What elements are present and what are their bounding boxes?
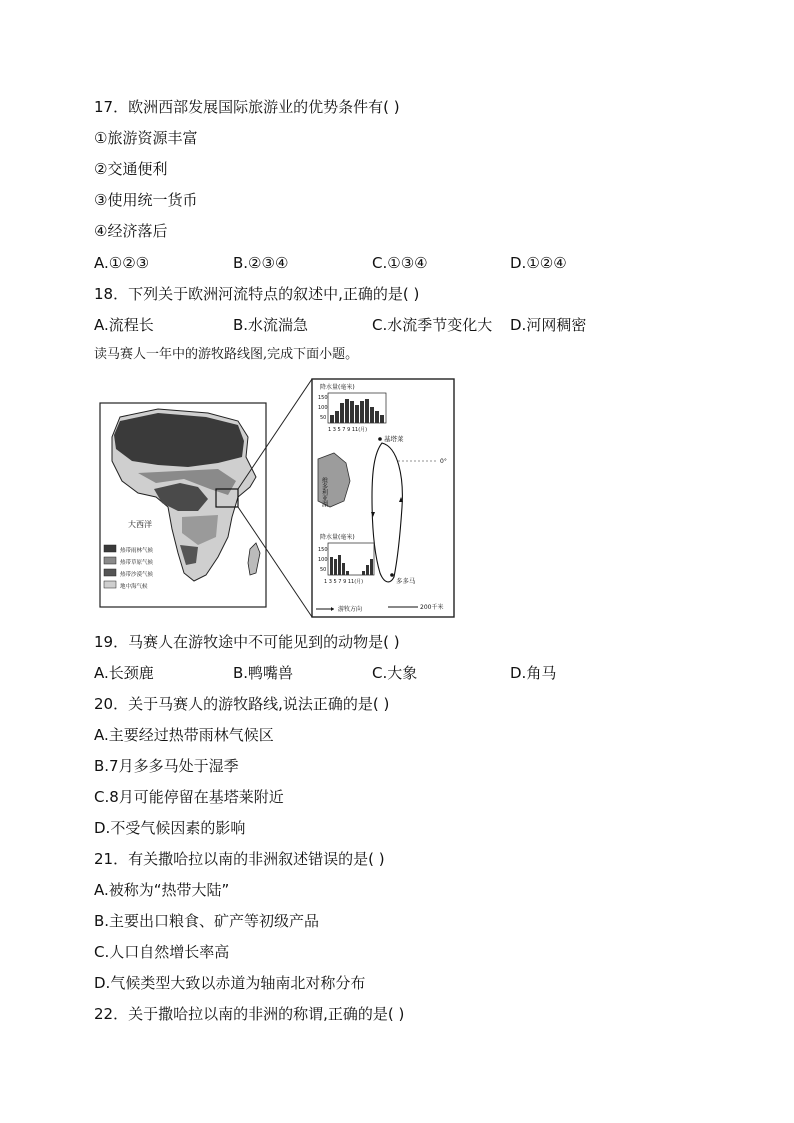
q20-option-a: A.主要经过热带雨林气候区 (94, 726, 274, 744)
q17-option-b: B.②③④ (233, 254, 289, 272)
q17-item-1: ①旅游资源丰富 (94, 129, 198, 147)
q17-option-d: D.①②④ (510, 254, 567, 272)
legend-item-3: 热带沙漠气候 (120, 572, 154, 578)
legend-item-1: 热带雨林气候 (120, 548, 154, 554)
svg-text:50: 50 (320, 415, 327, 421)
legend-item-2: 热带草原气候 (120, 560, 154, 566)
legend-item-4: 地中海气候 (120, 584, 148, 590)
figure-intro: 读马赛人一年中的游牧路线图,完成下面小题。 (94, 347, 359, 362)
q18-option-b: B.水流湍急 (233, 316, 309, 334)
q21-option-a: A.被称为“热带大陆” (94, 881, 230, 899)
q18-option-d: D.河网稠密 (510, 316, 587, 334)
q22-stem: 22．关于撒哈拉以南的非洲的称谓,正确的是( ) (94, 1005, 405, 1023)
svg-text:50: 50 (320, 567, 327, 573)
svg-text:1 3 5 7 9 11(月): 1 3 5 7 9 11(月) (324, 579, 364, 585)
q17-item-2: ②交通便利 (94, 160, 168, 178)
q17-stem: 17．欧洲西部发展国际旅游业的优势条件有( ) (94, 98, 400, 116)
q21-option-d: D.气候类型大致以赤道为轴南北对称分布 (94, 974, 366, 992)
svg-text:150: 150 (318, 395, 328, 401)
q18-stem: 18．下列关于欧洲河流特点的叙述中,正确的是( ) (94, 285, 420, 303)
svg-text:100: 100 (318, 405, 328, 411)
q17-option-c: C.①③④ (372, 254, 428, 272)
scale-label: 200千米 (420, 604, 444, 611)
q21-option-c: C.人口自然增长率高 (94, 943, 230, 961)
q17-item-4: ④经济落后 (94, 222, 168, 240)
q19-option-c: C.大象 (372, 664, 418, 682)
route-legend-label: 游牧方向 (338, 606, 363, 613)
q19-option-a: A.长颈鹿 (94, 664, 154, 682)
lake-label: 维多利亚湖 (320, 477, 328, 507)
q17-item-3: ③使用统一货币 (94, 191, 198, 209)
q17-option-a: A.①②③ (94, 254, 150, 272)
dodoma-label: 多多马 (396, 577, 416, 585)
kitale-dot (378, 437, 382, 441)
q19-option-d: D.角马 (510, 664, 557, 682)
dodoma-dot (390, 573, 394, 577)
chart-bottom-title: 降水量(毫米) (320, 534, 355, 541)
q21-option-b: B.主要出口粮食、矿产等初级产品 (94, 912, 320, 930)
q20-option-c: C.8月可能停留在基塔莱附近 (94, 788, 284, 806)
kitale-label: 基塔莱 (384, 435, 404, 443)
masai-route-figure (98, 377, 458, 619)
q20-stem: 20．关于马赛人的游牧路线,说法正确的是( ) (94, 695, 390, 713)
chart-top-title: 降水量(毫米) (320, 384, 355, 391)
ocean-label: 大西洋 (128, 520, 152, 529)
q20-option-b: B.7月多多马处于湿季 (94, 757, 239, 775)
q18-option-c: C.水流季节变化大 (372, 316, 493, 334)
q18-option-a: A.流程长 (94, 316, 154, 334)
svg-text:1 3 5 7 9 11(月): 1 3 5 7 9 11(月) (328, 427, 368, 433)
svg-text:100: 100 (318, 557, 328, 563)
q19-option-b: B.鸭嘴兽 (233, 664, 294, 682)
q21-stem: 21．有关撒哈拉以南的非洲叙述错误的是( ) (94, 850, 385, 868)
q20-option-d: D.不受气候因素的影响 (94, 819, 246, 837)
equator-label: 0° (440, 458, 447, 465)
svg-text:150: 150 (318, 547, 328, 553)
q19-stem: 19．马赛人在游牧途中不可能见到的动物是( ) (94, 633, 400, 651)
